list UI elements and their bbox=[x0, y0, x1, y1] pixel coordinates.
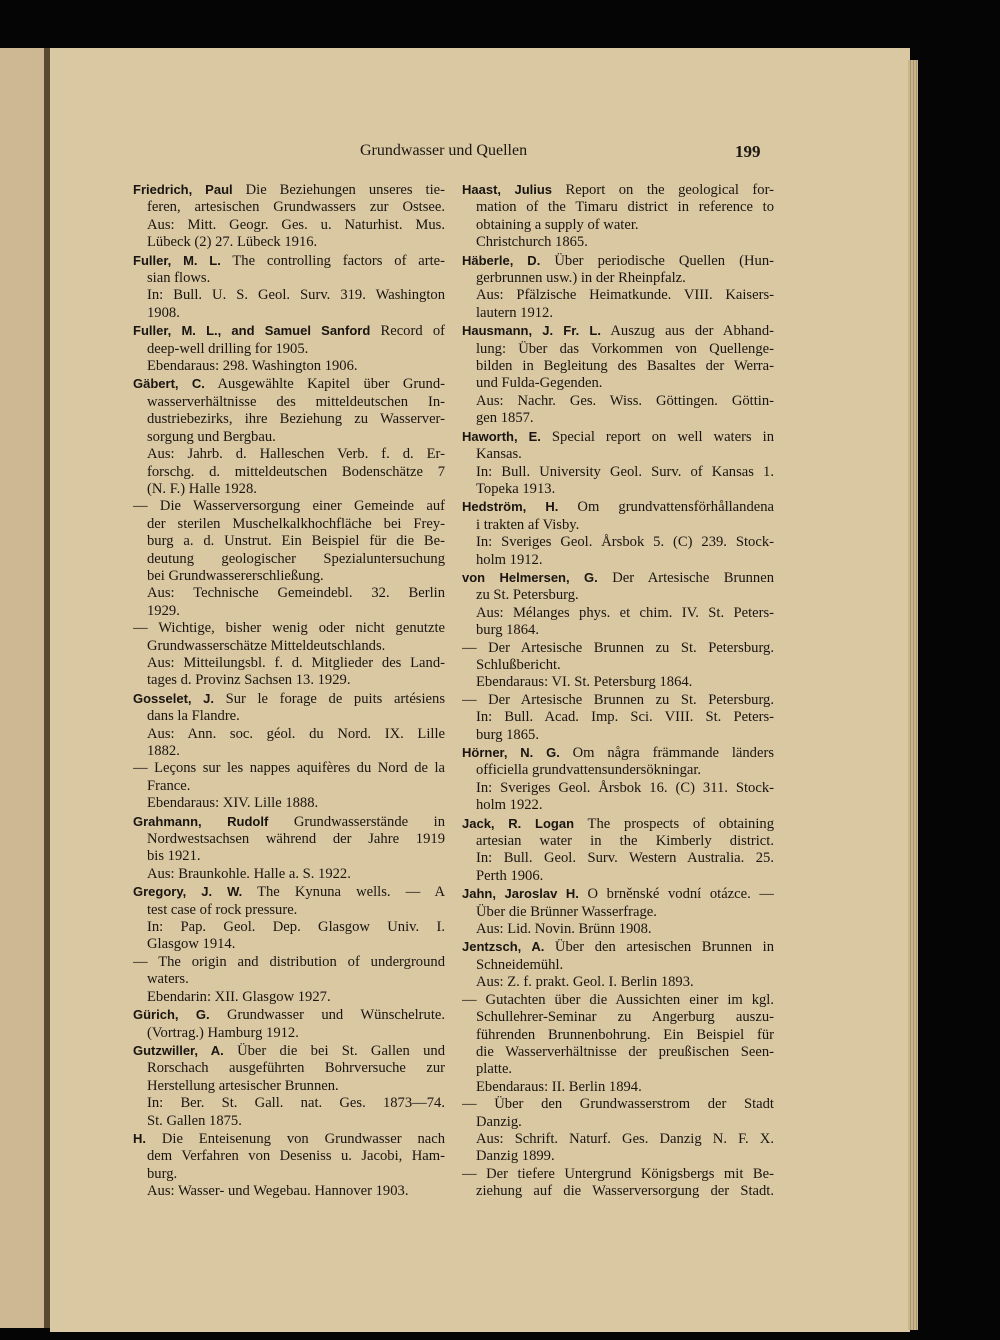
left-column bbox=[133, 181, 445, 1201]
entry-line bbox=[462, 498, 774, 516]
entry-line bbox=[133, 672, 445, 689]
entry-line bbox=[462, 464, 774, 481]
entry-line bbox=[462, 938, 774, 956]
entry-line bbox=[133, 1183, 445, 1200]
entry-text: gen 1857. bbox=[476, 410, 534, 427]
entry-line bbox=[133, 516, 445, 533]
author-name: Hausmann, J. Fr. L. bbox=[462, 323, 601, 339]
page-stack-edge bbox=[908, 60, 918, 1330]
entry-text: (Vortrag.) Hamburg 1912. bbox=[147, 1024, 299, 1041]
entry-text: feren, artesischen Grundwassers zur Ostsee. bbox=[147, 199, 445, 216]
entry-line bbox=[462, 1009, 774, 1026]
bibliography-entry bbox=[462, 428, 774, 499]
entry-line bbox=[462, 1114, 774, 1131]
entry-text: Perth 1906. bbox=[476, 867, 544, 884]
entry-text: Schneidemühl. bbox=[476, 956, 564, 973]
entry-line bbox=[133, 795, 445, 812]
entry-line bbox=[133, 1006, 445, 1024]
author-name: Jahn, Jaroslav H. bbox=[462, 886, 579, 902]
entry-line bbox=[133, 1113, 445, 1130]
entry-line bbox=[462, 481, 774, 498]
entry-line bbox=[133, 1025, 445, 1042]
entry-line bbox=[133, 1130, 445, 1148]
entry-line bbox=[133, 902, 445, 919]
entry-text: forschg. d. mitteldeutschen Bodenschätze 7 bbox=[147, 463, 445, 480]
entry-text: dem Verfahren von Deseniss u. Jacobi, Ham- bbox=[147, 1148, 445, 1165]
entry-text: Schullehrer-Seminar zu Angerburg auszu- bbox=[476, 1009, 774, 1026]
entry-text: Über den artesischen Brunnen in bbox=[544, 939, 774, 956]
author-name: Friedrich, Paul bbox=[133, 182, 233, 197]
bibliography-entry bbox=[462, 640, 774, 692]
entry-text: Herstellung artesischer Brunnen. bbox=[147, 1077, 339, 1094]
entry-line bbox=[462, 815, 774, 833]
entry-text: Aus: Braunkohle. Halle a. S. 1922. bbox=[147, 865, 351, 882]
entry-line bbox=[133, 375, 445, 393]
bibliography-entry bbox=[462, 1096, 774, 1166]
author-name: Gürich, G. bbox=[133, 1007, 210, 1023]
entry-text: Special report on well waters in bbox=[540, 428, 774, 445]
entry-line bbox=[462, 234, 774, 251]
entry-line bbox=[133, 620, 445, 637]
entry-text: Rorschach ausgeführten Bohrversuche zur bbox=[147, 1060, 445, 1077]
bibliography-entry bbox=[133, 322, 445, 375]
entry-line bbox=[462, 181, 774, 199]
entry-text: Ausgewählte Kapitel über Grund- bbox=[204, 376, 445, 393]
entry-line bbox=[462, 780, 774, 797]
entry-line bbox=[133, 411, 445, 428]
entry-line bbox=[462, 1061, 774, 1078]
entry-text: In: Bull. University Geol. Surv. of Kansas 1. bbox=[476, 463, 774, 480]
entry-line bbox=[462, 957, 774, 974]
entry-line bbox=[462, 252, 774, 270]
entry-text: Aus: Mélanges phys. et chim. IV. St. Peters- bbox=[476, 604, 774, 621]
entry-line bbox=[133, 936, 445, 953]
author-name: Jentzsch, A. bbox=[462, 939, 545, 955]
entry-line bbox=[133, 848, 445, 865]
entry-line bbox=[133, 971, 445, 988]
entry-text: und Fulda-Gegenden. bbox=[476, 375, 603, 392]
entry-text: Aus: Nachr. Ges. Wiss. Göttingen. Göttin- bbox=[476, 392, 774, 409]
entry-text: The Kynuna wells. — A bbox=[242, 884, 445, 901]
entry-line bbox=[462, 622, 774, 639]
entry-text: sorgung und Bergbau. bbox=[147, 428, 276, 445]
bibliography-entry bbox=[133, 620, 445, 690]
entry-line bbox=[462, 1183, 774, 1200]
entry-text: gerbrunnen usw.) in der Rheinpfalz. bbox=[476, 270, 686, 287]
entry-line bbox=[133, 252, 445, 270]
entry-text: bis 1921. bbox=[147, 848, 201, 865]
entry-line bbox=[133, 358, 445, 375]
author-name: Gäbert, C. bbox=[133, 376, 205, 392]
entry-line bbox=[462, 640, 774, 657]
entry-text: Lübeck (2) 27. Lübeck 1916. bbox=[147, 234, 318, 251]
entry-line bbox=[462, 358, 774, 375]
entry-line bbox=[462, 217, 774, 234]
entry-text: 1929. bbox=[147, 602, 180, 619]
entry-text: lautern 1912. bbox=[476, 304, 554, 321]
author-name: Haworth, E. bbox=[462, 428, 541, 444]
entry-text: dans la Flandre. bbox=[147, 708, 240, 725]
entry-text: France. bbox=[147, 777, 191, 794]
entry-line bbox=[462, 692, 774, 709]
bibliography-entry bbox=[462, 569, 774, 640]
entry-line bbox=[133, 287, 445, 304]
entry-line bbox=[462, 1166, 774, 1183]
entry-text: Grundwasserschätze Mitteldeutschlands. bbox=[147, 637, 386, 654]
entry-text: Über periodische Quellen (Hun- bbox=[540, 252, 774, 269]
entry-text: holm 1912. bbox=[476, 551, 543, 568]
entry-line bbox=[133, 866, 445, 883]
entry-line bbox=[133, 638, 445, 655]
author-name: Gutzwiller, A. bbox=[133, 1042, 224, 1058]
entry-line bbox=[133, 551, 445, 568]
bibliography-entry bbox=[462, 815, 774, 886]
bibliography-entry bbox=[462, 938, 774, 991]
entry-text: zu St. Petersburg. bbox=[476, 587, 579, 604]
entry-line bbox=[133, 883, 445, 901]
entry-line bbox=[133, 234, 445, 251]
entry-line bbox=[133, 1095, 445, 1112]
entry-line bbox=[462, 1131, 774, 1148]
entry-line bbox=[462, 199, 774, 216]
entry-line bbox=[462, 428, 774, 446]
entry-line bbox=[462, 657, 774, 674]
entry-text: Aus: Mitteilungsbl. f. d. Mitglieder des Land- bbox=[147, 654, 445, 671]
entry-text: In: Ber. St. Gall. nat. Ges. 1873—74. bbox=[147, 1095, 445, 1112]
entry-line bbox=[462, 1027, 774, 1044]
running-header bbox=[0, 140, 1000, 166]
entry-line bbox=[462, 885, 774, 903]
bibliography-entry bbox=[133, 252, 445, 323]
entry-line bbox=[462, 569, 774, 587]
author-name: Fuller, M. L. bbox=[133, 252, 221, 268]
entry-text: — Wichtige, bisher wenig oder nicht genutzte bbox=[133, 620, 445, 637]
entry-line bbox=[462, 393, 774, 410]
entry-text: Ebendaraus: 298. Washington 1906. bbox=[147, 358, 358, 375]
entry-text: In: Bull. Geol. Surv. Western Australia. 25. bbox=[476, 850, 774, 867]
entry-line bbox=[133, 1148, 445, 1165]
author-name: Hörner, N. G. bbox=[462, 745, 560, 760]
entry-line bbox=[462, 762, 774, 779]
bibliography-entry bbox=[462, 1166, 774, 1201]
entry-text: waters. bbox=[147, 971, 189, 988]
entry-line bbox=[133, 446, 445, 463]
entry-line bbox=[462, 270, 774, 287]
entry-line bbox=[133, 498, 445, 515]
author-name: H. bbox=[133, 1130, 146, 1146]
entry-text: burg 1865. bbox=[476, 726, 539, 743]
entry-text: — Der Artesische Brunnen zu St. Petersburg. bbox=[462, 639, 774, 656]
entry-text: Nordwestsachsen während der Jahre 1919 bbox=[147, 831, 445, 848]
bibliography-entry bbox=[133, 883, 445, 954]
entry-line bbox=[462, 534, 774, 551]
entry-text: deep-well drilling for 1905. bbox=[147, 340, 309, 357]
entry-text: Danzig. bbox=[476, 1113, 522, 1130]
entry-line bbox=[462, 1044, 774, 1061]
entry-line bbox=[462, 709, 774, 726]
entry-text: der sterilen Muschelkalkhochfläche bei Frey- bbox=[147, 515, 445, 532]
right-column bbox=[462, 181, 774, 1201]
bibliography-entry bbox=[462, 181, 774, 252]
facing-page-edge bbox=[0, 48, 48, 1328]
entry-text: — Leçons sur les nappes aquifères du Nord de la bbox=[133, 760, 445, 777]
entry-line bbox=[133, 1078, 445, 1095]
entry-line bbox=[133, 989, 445, 1006]
running-title: Grundwasser und Quellen bbox=[360, 142, 528, 159]
entry-line bbox=[462, 587, 774, 604]
author-name: von Helmersen, G. bbox=[462, 569, 598, 585]
entry-text: Über die bei St. Gallen und bbox=[223, 1042, 445, 1059]
entry-line bbox=[133, 322, 445, 340]
entry-line bbox=[462, 305, 774, 322]
bibliography-entry bbox=[133, 375, 445, 498]
entry-text: Topeka 1913. bbox=[476, 480, 556, 497]
entry-line bbox=[133, 1166, 445, 1183]
entry-text: burg 1864. bbox=[476, 622, 539, 639]
entry-line bbox=[462, 322, 774, 340]
entry-line bbox=[133, 690, 445, 708]
entry-text: bei Grundwassererschließung. bbox=[147, 567, 324, 584]
bibliography-entry bbox=[133, 954, 445, 1006]
entry-line bbox=[462, 1148, 774, 1165]
entry-line bbox=[133, 760, 445, 777]
entry-line bbox=[133, 813, 445, 831]
entry-text: deutung geologischer Spezialuntersuchung bbox=[147, 550, 445, 567]
author-name: Hedström, H. bbox=[462, 499, 559, 515]
entry-text: burg a. d. Unstrut. Ein Beispiel für die Be- bbox=[147, 533, 445, 550]
entry-line bbox=[133, 708, 445, 725]
entry-text: — Über den Grundwasserstrom der Stadt bbox=[462, 1096, 774, 1113]
entry-text: Sur le forage de puits artésiens bbox=[213, 690, 445, 707]
entry-line bbox=[462, 674, 774, 691]
entry-text: wasserverhältnisse des mitteldeutschen In- bbox=[147, 393, 445, 410]
entry-line bbox=[462, 833, 774, 850]
entry-line bbox=[133, 181, 445, 199]
entry-text: Aus: Jahrb. d. Halleschen Verb. f. d. Er- bbox=[147, 446, 445, 463]
entry-text: — Die Wasserversorgung einer Gemeinde auf bbox=[133, 498, 445, 515]
entry-line bbox=[462, 375, 774, 392]
entry-line bbox=[133, 1042, 445, 1060]
entry-text: platte. bbox=[476, 1061, 513, 1078]
entry-text: — Gutachten über die Aussichten einer im kgl. bbox=[462, 991, 774, 1008]
entry-text: i trakten af Visby. bbox=[476, 516, 580, 533]
entry-text: mation of the Timaru district in reference to bbox=[476, 199, 774, 216]
entry-text: 1882. bbox=[147, 743, 180, 759]
entry-text: 1908. bbox=[147, 304, 180, 321]
entry-line bbox=[462, 446, 774, 463]
entry-text: Grundwasserstände in bbox=[268, 813, 445, 830]
entry-text: Glasgow 1914. bbox=[147, 936, 236, 953]
author-name: Jack, R. Logan bbox=[462, 815, 575, 831]
entry-text: Om grundvattensförhållandena bbox=[558, 499, 774, 516]
entry-line bbox=[133, 743, 445, 760]
entry-line bbox=[133, 568, 445, 585]
entry-text: Om några främmande länders bbox=[559, 745, 774, 761]
bibliography-entry bbox=[133, 760, 445, 812]
entry-line bbox=[133, 305, 445, 322]
entry-line bbox=[133, 464, 445, 481]
entry-text: Aus: Schrift. Naturf. Ges. Danzig N. F. X. bbox=[476, 1130, 774, 1147]
bibliography-entry bbox=[462, 744, 774, 815]
entry-text: Über die Brünner Wasserfrage. bbox=[476, 903, 657, 920]
entry-text: — Der Artesische Brunnen zu St. Petersburg. bbox=[462, 691, 774, 708]
entry-text: Ebendaraus: VI. St. Petersburg 1864. bbox=[476, 674, 693, 691]
author-name: Haast, Julius bbox=[462, 182, 553, 197]
entry-line bbox=[133, 726, 445, 743]
entry-text: die Wasserverhältnisse der preußischen Seen- bbox=[476, 1043, 774, 1060]
entry-text: Grundwasser und Wünschelrute. bbox=[209, 1007, 445, 1024]
bibliography-entry bbox=[462, 322, 774, 427]
entry-text: lung: Über das Vorkommen von Quellenge- bbox=[476, 340, 774, 357]
entry-line bbox=[133, 778, 445, 795]
entry-text: In: Sveriges Geol. Årsbok 5. (C) 239. Stock- bbox=[476, 534, 774, 551]
bibliography-entry bbox=[133, 690, 445, 761]
bibliography-entry bbox=[133, 1042, 445, 1130]
entry-text: Report on the geological for- bbox=[552, 182, 774, 198]
entry-text: Aus: Technische Gemeindebl. 32. Berlin bbox=[147, 585, 445, 602]
bibliography-entry bbox=[133, 498, 445, 620]
entry-text: — The origin and distribution of underground bbox=[133, 953, 445, 970]
entry-line bbox=[462, 341, 774, 358]
entry-text: Der Artesische Brunnen bbox=[597, 569, 774, 586]
entry-text: Ebendaraus: XIV. Lille 1888. bbox=[147, 795, 319, 812]
bibliography-entry bbox=[133, 181, 445, 252]
bibliography-entry bbox=[133, 1130, 445, 1201]
entry-text: Aus: Wasser- und Wegebau. Hannover 1903. bbox=[147, 1183, 409, 1200]
entry-line bbox=[133, 217, 445, 234]
entry-line bbox=[462, 921, 774, 938]
entry-text: Schlußbericht. bbox=[476, 656, 561, 673]
entry-line bbox=[133, 1060, 445, 1077]
entry-text: (N. F.) Halle 1928. bbox=[147, 480, 257, 497]
entry-line bbox=[133, 429, 445, 446]
entry-line bbox=[462, 974, 774, 991]
entry-text: In: Bull. Acad. Imp. Sci. VIII. St. Peters- bbox=[476, 709, 774, 726]
entry-line bbox=[462, 868, 774, 885]
author-name: Gregory, J. W. bbox=[133, 884, 243, 900]
entry-line bbox=[462, 287, 774, 304]
entry-text: Christchurch 1865. bbox=[476, 234, 588, 251]
entry-line bbox=[462, 552, 774, 569]
entry-text: Aus: Mitt. Geogr. Ges. u. Naturhist. Mus. bbox=[147, 216, 445, 233]
entry-text: obtaining a supply of water. bbox=[476, 216, 639, 233]
entry-text: In: Bull. U. S. Geol. Surv. 319. Washington bbox=[147, 287, 445, 304]
entry-text: ziehung auf die Wasserversorgung der Stadt. bbox=[476, 1183, 774, 1200]
bibliography-entry bbox=[462, 498, 774, 569]
entry-line bbox=[462, 410, 774, 427]
page-number: 199 bbox=[735, 142, 761, 161]
entry-text: burg. bbox=[147, 1165, 178, 1182]
entry-line bbox=[133, 585, 445, 602]
entry-text: dustriebezirks, ihre Beziehung zu Wasserver- bbox=[147, 411, 445, 428]
entry-line bbox=[462, 992, 774, 1009]
entry-text: St. Gallen 1875. bbox=[147, 1112, 242, 1129]
author-name: Häberle, D. bbox=[462, 252, 541, 268]
entry-line bbox=[462, 727, 774, 744]
entry-line bbox=[133, 481, 445, 498]
entry-line bbox=[462, 850, 774, 867]
entry-line bbox=[462, 904, 774, 921]
entry-text: Kansas. bbox=[476, 446, 522, 463]
bibliography-entry bbox=[462, 252, 774, 323]
entry-text: sian flows. bbox=[147, 270, 211, 287]
entry-text: O brněnské vodní otázce. — bbox=[578, 886, 774, 903]
entry-line bbox=[462, 605, 774, 622]
entry-text: Die Enteisenung von Grundwasser nach bbox=[146, 1130, 445, 1147]
entry-text: The controlling factors of arte- bbox=[220, 252, 445, 269]
entry-text: führenden Brunnenbohrung. Ein Beispiel für bbox=[476, 1026, 774, 1043]
entry-line bbox=[133, 394, 445, 411]
entry-line bbox=[133, 919, 445, 936]
entry-text: Aus: Lid. Novin. Brünn 1908. bbox=[476, 921, 652, 938]
entry-text: officiella grundvattensundersökningar. bbox=[476, 762, 702, 779]
entry-line bbox=[462, 797, 774, 814]
entry-text: Record of bbox=[370, 323, 445, 340]
entry-line bbox=[462, 1079, 774, 1096]
entry-text: holm 1922. bbox=[476, 797, 543, 814]
author-name: Gosselet, J. bbox=[133, 690, 214, 706]
entry-line bbox=[462, 1096, 774, 1113]
bibliography-entry bbox=[133, 1006, 445, 1042]
entry-text: In: Pap. Geol. Dep. Glasgow Univ. I. bbox=[147, 919, 445, 936]
entry-text: artesian water in the Kimberly district. bbox=[476, 833, 774, 850]
author-name: Fuller, M. L., and Samuel Sanford bbox=[133, 323, 371, 339]
entry-text: test case of rock pressure. bbox=[147, 901, 298, 918]
entry-text: Ebendarin: XII. Glasgow 1927. bbox=[147, 988, 331, 1005]
entry-text: Aus: Ann. soc. géol. du Nord. IX. Lille bbox=[147, 725, 445, 742]
entry-text: In: Sveriges Geol. Årsbok 16. (C) 311. Stock- bbox=[476, 779, 774, 796]
entry-line bbox=[133, 831, 445, 848]
bibliography-entry bbox=[462, 692, 774, 744]
entry-line bbox=[462, 744, 774, 762]
entry-line bbox=[133, 270, 445, 287]
entry-line bbox=[133, 533, 445, 550]
entry-text: The prospects of obtaining bbox=[574, 815, 774, 832]
entry-line bbox=[133, 655, 445, 672]
entry-text: Ebendaraus: II. Berlin 1894. bbox=[476, 1078, 642, 1095]
entry-text: Aus: Z. f. prakt. Geol. I. Berlin 1893. bbox=[476, 974, 694, 991]
entry-text: — Der tiefere Untergrund Königsbergs mit Be- bbox=[462, 1165, 774, 1182]
entry-line bbox=[133, 954, 445, 971]
entry-line bbox=[133, 603, 445, 620]
bibliography-entry bbox=[133, 813, 445, 884]
entry-line bbox=[133, 341, 445, 358]
entry-line bbox=[462, 517, 774, 534]
entry-text: bilden in Begleitung des Basaltes der Werra- bbox=[476, 358, 774, 375]
bibliography-entry bbox=[462, 992, 774, 1096]
entry-text: Aus: Pfälzische Heimatkunde. VIII. Kaisers- bbox=[476, 287, 774, 304]
entry-text: Auszug aus der Abhand- bbox=[600, 323, 774, 340]
entry-line bbox=[133, 199, 445, 216]
bibliography-entry bbox=[462, 885, 774, 938]
entry-text: Danzig 1899. bbox=[476, 1148, 555, 1165]
entry-text: Die Beziehungen unseres tie- bbox=[232, 182, 445, 198]
author-name: Grahmann, Rudolf bbox=[133, 813, 269, 829]
entry-text: tages d. Provinz Sachsen 13. 1929. bbox=[147, 672, 351, 689]
